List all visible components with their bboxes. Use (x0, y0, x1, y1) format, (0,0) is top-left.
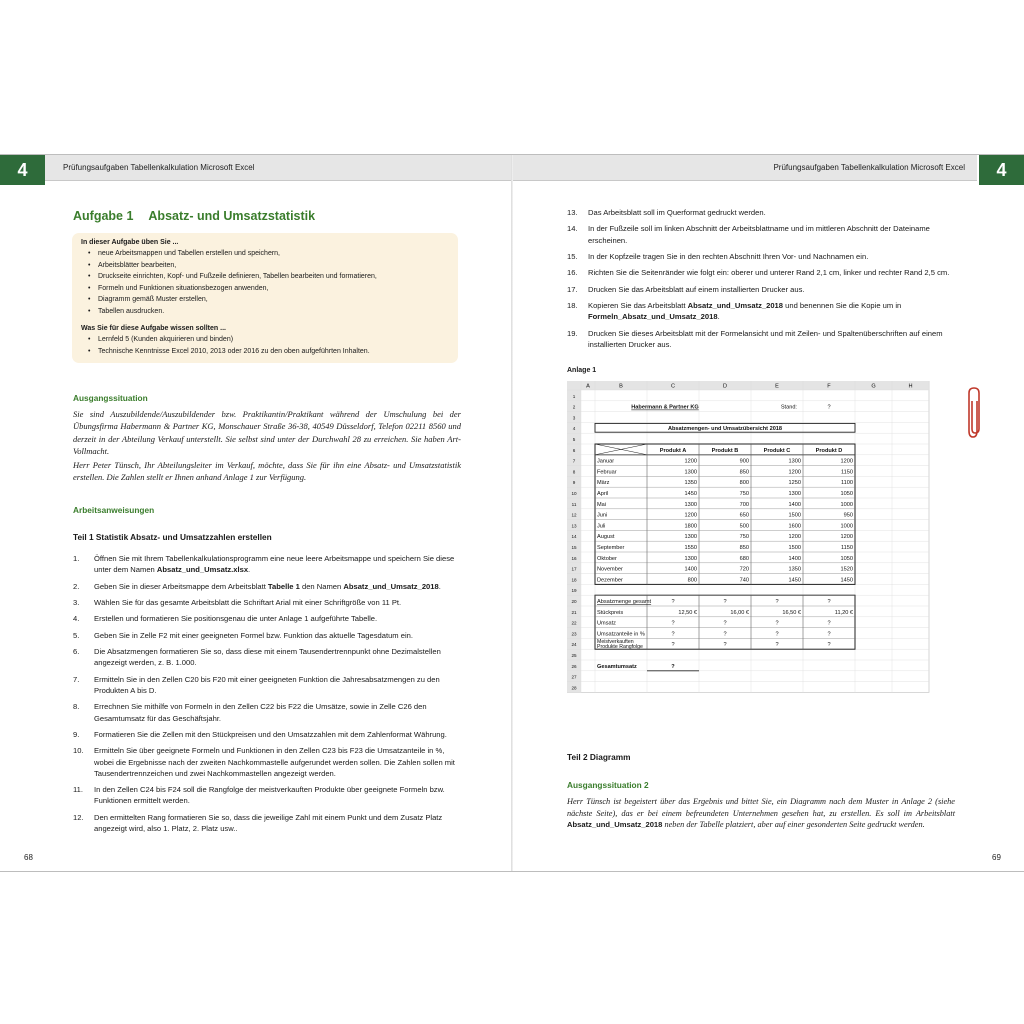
summary-label-line1: Meistverkauften (597, 639, 634, 645)
step-text: Geben Sie in dieser Arbeitsmappe dem Arbeitsblatt (94, 581, 268, 591)
step-text: Erstellen und formatieren Sie positionsgenau die unter Anlage 1 aufgeführte Tabelle. (94, 614, 378, 624)
summary-value: ? (827, 599, 831, 605)
paperclip-icon (966, 385, 982, 441)
sales-value: 1600 (788, 523, 801, 530)
summary-value: ? (671, 631, 675, 638)
step-number: 15. (567, 251, 578, 261)
summary-label: Absatzmenge gesamt (597, 599, 652, 605)
sales-value: 800 (687, 577, 697, 584)
sales-value: 1300 (684, 469, 697, 476)
summary-value: ? (671, 599, 675, 605)
sales-value: 1150 (840, 469, 853, 476)
page-number-right: 69 (992, 853, 1001, 862)
column-header: D (722, 383, 728, 390)
teil2-paragraph (567, 796, 955, 831)
step-item (73, 646, 463, 668)
step-text: Formatieren Sie die Zellen mit den Stückpreisen und den Umsatzzahlen mit dem Zahlenformat Währung. (94, 729, 447, 739)
summary-value: ? (775, 599, 779, 605)
step-text: In der Kopfzeile tragen Sie in den rechten Abschnitt Ihren Vor- und Nachnamen ein. (588, 251, 869, 261)
arbeitsanweisungen-heading: Arbeitsanweisungen (73, 505, 155, 515)
month-label: November (597, 566, 623, 573)
sales-value: 1450 (840, 577, 853, 584)
column-header: F (827, 383, 831, 390)
step-number: 19. (567, 328, 578, 338)
sales-value: 1400 (684, 566, 697, 573)
sales-value: 1200 (840, 534, 853, 541)
summary-value: ? (723, 631, 727, 638)
chapter-tab-right: 4 (979, 155, 1024, 185)
summary-value: ? (827, 642, 831, 649)
row-number: 26 (571, 663, 577, 669)
sales-value: 1350 (684, 480, 697, 487)
step-text: . (717, 312, 720, 322)
row-number: 20 (571, 599, 577, 604)
step-number: 16. (567, 268, 578, 278)
sales-value: 500 (739, 523, 749, 530)
learning-goals-box (72, 233, 458, 363)
row-number: 2 (572, 404, 576, 410)
stand-value: ? (827, 404, 831, 411)
step-text: . (248, 565, 251, 575)
step-number: 1. (73, 554, 80, 563)
page-gutter (511, 155, 513, 871)
sales-value: 1200 (684, 458, 697, 465)
step-number: 13. (567, 208, 578, 217)
company-name: Habermann & Partner KG (631, 404, 699, 411)
learn-list (86, 248, 377, 318)
step-bold-text: Absatz_und_Umsatz.xlsx (156, 565, 249, 575)
page-number-left: 68 (24, 853, 33, 862)
sales-value: 1350 (788, 566, 801, 573)
sales-value: 1800 (684, 523, 697, 530)
step-number: 10. (73, 746, 84, 756)
ausgangssituation-para1: Sie sind Auszubildende/Auszubildender bzw. Praktikantin/Praktikant während der Umschulung bei der Übungsfirma Habermann & Partner KG, Monschauer Straße 36-38, 40549 Düsseldorf, Telefon 02211 8560 und derzeit in der Abteilung Verkauf unterstellt. Sie selbst sind unter der Durchwahl 28 zu erreichen. Sie haben Art-Vollmacht. (73, 409, 461, 457)
step-item (73, 613, 463, 624)
summary-value: ? (775, 631, 779, 638)
step-number: 4. (73, 614, 80, 624)
step-item (567, 207, 957, 218)
summary-value: ? (723, 642, 727, 649)
step-text: Geben Sie in Zelle F2 mit einer geeigneten Formel bzw. Funktion das aktuelle Tagesdatum ein. (94, 630, 413, 640)
summary-label: Stückpreis (597, 609, 624, 616)
sales-value: 680 (739, 555, 749, 562)
step-item (567, 300, 957, 322)
step-item (73, 729, 463, 740)
list-item: • Formeln und Funktionen situationsbezogen anwenden, (86, 283, 377, 295)
row-number: 7 (572, 458, 576, 464)
step-text: Drucken Sie dieses Arbeitsblatt mit der Formelansicht und mit Zeilen- und Spaltenüberschriften auf einem installierten Drucker aus. (588, 328, 943, 349)
step-bold-text: Formeln_Absatz_und_Umsatz_2018 (588, 312, 718, 322)
list-item: • Technische Kenntnisse Excel 2010, 2013 oder 2016 zu den oben aufgeführten Inhalten. (86, 346, 370, 358)
sales-value: 700 (739, 501, 749, 508)
step-text: Öffnen Sie mit Ihrem Tabellenkalkulationsprogramm eine neue leere Arbeitsmappe und speichern Sie diese unter dem Namen (94, 554, 455, 575)
step-bold-text: Absatz_und_Umsatz_2018 (343, 581, 439, 591)
sales-value: 720 (739, 566, 749, 573)
sales-value: 1550 (684, 545, 697, 551)
step-item (73, 745, 463, 779)
teil2-heading: Teil 2 Diagramm (567, 752, 631, 762)
row-number: 27 (571, 674, 577, 680)
row-number: 14 (571, 534, 577, 540)
row-number: 24 (571, 642, 577, 648)
column-header: B (619, 383, 623, 390)
sales-value: 1000 (840, 501, 853, 508)
month-label: Mai (597, 501, 607, 508)
list-item: • Diagramm gemäß Muster erstellen, (86, 294, 377, 306)
steps-list-right (567, 207, 957, 355)
steps-list-left (73, 553, 463, 839)
column-header: E (775, 383, 779, 390)
step-number: 8. (73, 702, 80, 712)
step-item (73, 597, 463, 608)
row-number: 1 (572, 393, 576, 399)
step-text: den Namen (299, 581, 344, 591)
month-label: März (597, 480, 610, 487)
month-label: Juni (597, 512, 608, 519)
step-number: 5. (73, 630, 80, 640)
month-label: Januar (597, 458, 615, 465)
row-number: 15 (571, 545, 577, 550)
month-label: April (597, 491, 609, 497)
product-header: Produkt C (763, 447, 791, 454)
row-number: 10 (571, 491, 577, 496)
product-header: Produkt A (659, 447, 687, 454)
column-header: C (670, 383, 676, 390)
row-number: 9 (572, 480, 576, 486)
sheet-name-bold: Absatz_und_Umsatz_2018 (567, 820, 663, 830)
step-item (567, 328, 957, 350)
sales-value: 900 (739, 458, 749, 465)
row-number: 23 (571, 631, 577, 637)
step-text: Errechnen Sie mithilfe von Formeln in den Zellen C22 bis F22 die Umsätze, sowie in Zelle C26 den Gesamtumsatz für das Geschäftsjahr. (94, 702, 427, 723)
row-number: 16 (571, 555, 577, 561)
step-bold-text: Tabelle 1 (267, 581, 300, 591)
know-list (86, 334, 370, 357)
row-number: 5 (572, 437, 576, 442)
row-number: 11 (571, 501, 577, 507)
step-number: 18. (567, 301, 578, 311)
sales-value: 1300 (684, 501, 697, 508)
ausgangssituation-para2: Herr Peter Tünsch, Ihr Abteilungsleiter im Verkauf, möchte, dass Sie für ihn eine Absatz- und Umsatzstatistik erstellen. Die Zahlen stellt er Ihnen anhand Anlage 1 zur Verfügung. (73, 460, 461, 483)
sales-value: 800 (739, 480, 749, 487)
sales-value: 1100 (840, 480, 853, 487)
step-number: 11. (73, 785, 83, 795)
row-number: 19 (571, 588, 577, 594)
summary-label: Umsatzanteile in % (597, 631, 645, 638)
summary-value: ? (671, 620, 675, 627)
sales-value: 1450 (684, 491, 697, 497)
row-number: 28 (571, 685, 577, 691)
summary-value: ? (723, 599, 727, 605)
step-item (73, 553, 463, 575)
row-number: 6 (572, 447, 576, 453)
step-number: 3. (73, 597, 80, 607)
summary-value: ? (827, 620, 831, 627)
sales-value: 1250 (788, 480, 801, 487)
summary-value: 16,00 € (730, 609, 749, 616)
row-number: 25 (571, 653, 577, 658)
sales-value: 1300 (788, 458, 801, 465)
step-text: In der Fußzeile soll im linken Abschnitt der Arbeitsblattname und im mittleren Abschnitt der Dateiname erscheinen. (588, 224, 930, 245)
sales-value: 1500 (788, 545, 801, 551)
step-item (567, 223, 957, 245)
step-text: Den ermittelten Rang formatieren Sie so, dass die jeweilige Zahl mit einem Punkt und dem Zusatz Platz angezeigt wird, also 1. Platz, 2. Platz usw.. (94, 812, 443, 833)
sales-value: 1200 (788, 534, 801, 541)
sales-value: 1300 (684, 534, 697, 541)
step-text: Wählen Sie für das gesamte Arbeitsblatt die Schriftart Arial mit einer Schriftgröße von 11 Pt. (94, 597, 402, 607)
list-item: • Druckseite einrichten, Kopf- und Fußzeile definieren, Tabellen bearbeiten und formatieren, (86, 271, 377, 283)
row-number: 18 (571, 577, 577, 583)
sales-value: 1520 (840, 566, 853, 573)
summary-value: 12,50 € (678, 609, 697, 616)
step-item (73, 630, 463, 641)
sales-value: 950 (843, 512, 853, 519)
summary-label-line2: Produkte Rangfolge (597, 644, 643, 650)
sales-value: 750 (739, 491, 749, 497)
step-text: Richten Sie die Seitenränder wie folgt ein: oberer und unterer Rand 2,1 cm, linker und rechter Rand 2,5 cm. (588, 268, 950, 278)
step-item (567, 284, 957, 295)
month-label: Dezember (597, 577, 623, 584)
step-text: Kopieren Sie das Arbeitsblatt (588, 301, 688, 311)
step-text: Ermitteln Sie über geeignete Formeln und Funktionen in den Zellen C23 bis F23 die Umsatzanteile in %, wobei die Ergebnisse nach der zweiten Nachkommastelle aufgerundet werden sollen. Die Zahlen sollen mit Tausendertrennzeichen und zwei Nachkommastellen angezeigt werden. (94, 746, 455, 778)
row-number: 22 (571, 620, 577, 626)
list-item: • Lernfeld 5 (Kunden akquirieren und binden) (86, 334, 370, 346)
task-label: Aufgabe 1 (73, 209, 134, 223)
summary-value: ? (723, 620, 727, 627)
column-header: G (871, 383, 876, 390)
ausgangssituation2-heading: Ausgangssituation 2 (567, 780, 649, 790)
step-item (73, 701, 463, 723)
task-title (73, 209, 315, 223)
sales-value: 1050 (840, 555, 853, 562)
sales-value: 1000 (840, 523, 853, 530)
sales-value: 1200 (788, 469, 801, 476)
sales-value: 1400 (788, 555, 801, 562)
row-number: 17 (571, 566, 577, 572)
month-label: Oktober (597, 555, 617, 562)
step-number: 12. (73, 812, 84, 822)
anlage-label: Anlage 1 (567, 367, 597, 374)
list-item: • Tabellen ausdrucken. (86, 306, 377, 318)
sales-value: 1150 (840, 545, 853, 551)
step-item (73, 812, 463, 834)
ausgangssituation-heading: Ausgangssituation (73, 393, 148, 403)
sales-value: 1500 (788, 512, 801, 519)
month-label: September (597, 545, 625, 551)
teil1-heading: Teil 1 Statistik Absatz- und Umsatzzahlen erstellen (73, 532, 272, 542)
sales-value: 1450 (788, 577, 801, 584)
paragraph-text: neben der Tabelle platziert, aber auf einer gesonderten Seite gedruckt werden. (662, 820, 925, 830)
row-number: 21 (571, 609, 577, 615)
product-header: Produkt B (711, 447, 739, 454)
paragraph-text: Herr Tünsch ist begeistert über das Ergebnis und bittet Sie, ein Diagramm nach dem Muster in Anlage 2 (siehe nächste Seite), das er bei einem befreundeten Unternehmen gesehen hat, zu erstellen. Es soll im Arbeitsblatt (567, 797, 955, 818)
learn-title: In dieser Aufgabe üben Sie ... (81, 239, 179, 246)
step-item (567, 251, 957, 262)
month-label: Februar (597, 469, 617, 476)
step-text: Die Absatzmengen formatieren Sie so, dass diese mit einem Tausendertrennpunkt ohne Dezimalstellen angezeigt werden, z. B. 1.000. (94, 647, 441, 668)
step-text: Das Arbeitsblatt soll im Querformat gedruckt werden. (588, 208, 766, 217)
summary-value: ? (775, 620, 779, 627)
task-heading: Absatz- und Umsatzstatistik (148, 209, 316, 223)
step-text: und benennen Sie die Kopie um in (783, 301, 902, 311)
month-label: August (597, 534, 615, 541)
month-label: Juli (597, 523, 606, 530)
sales-value: 1200 (684, 512, 697, 519)
step-number: 7. (73, 674, 80, 684)
spreadsheet-figure (567, 381, 953, 695)
sales-value: 850 (739, 469, 749, 476)
sales-value: 750 (739, 534, 749, 541)
sales-value: 1050 (840, 491, 853, 497)
running-header-left: Prüfungsaufgaben Tabellenkalkulation Microsoft Excel (45, 155, 511, 181)
list-item: • neue Arbeitsmappen und Tabellen erstellen und speichern, (86, 248, 377, 260)
column-header: H (908, 383, 913, 390)
step-text: Ermitteln Sie in den Zellen C20 bis F20 mit einer geeigneten Funktion die Jahresabsatzmengen zu den Produkten A bis D. (94, 674, 440, 695)
chapter-tab-left: 4 (0, 155, 45, 185)
product-header: Produkt D (815, 447, 843, 454)
book-spread (0, 154, 1024, 872)
table-title: Absatzmengen- und Umsatzübersicht 2018 (667, 426, 783, 433)
step-number: 2. (73, 581, 80, 591)
step-number: 17. (567, 284, 578, 294)
sales-value: 1200 (840, 458, 853, 465)
total-label: Gesamtumsatz (597, 663, 637, 670)
row-number: 8 (572, 469, 576, 475)
step-item (73, 784, 463, 806)
step-item (73, 581, 463, 592)
total-value: ? (671, 663, 675, 670)
step-number: 6. (73, 647, 80, 657)
summary-value: 16,50 € (782, 609, 801, 616)
step-text: . (438, 581, 441, 591)
row-number: 12 (571, 512, 577, 518)
step-number: 14. (567, 224, 578, 234)
running-header-right: Prüfungsaufgaben Tabellenkalkulation Microsoft Excel (513, 155, 977, 181)
step-bold-text: Absatz_und_Umsatz_2018 (687, 301, 784, 311)
column-header: A (586, 383, 590, 390)
sales-value: 1300 (684, 555, 697, 562)
summary-value: ? (671, 642, 675, 649)
step-text: Drucken Sie das Arbeitsblatt auf einem installierten Drucker aus. (588, 284, 805, 294)
list-item: • Arbeitsblätter bearbeiten, (86, 260, 377, 272)
row-number: 13 (571, 523, 577, 529)
sales-value: 650 (739, 512, 749, 519)
know-title: Was Sie für diese Aufgabe wissen sollten ... (81, 325, 226, 332)
row-number: 4 (572, 426, 576, 432)
step-number: 9. (73, 729, 80, 739)
sales-value: 850 (739, 545, 749, 551)
summary-value: ? (827, 631, 831, 638)
summary-value: ? (775, 642, 779, 649)
summary-label: Umsatz (597, 620, 616, 627)
step-text: In den Zellen C24 bis F24 soll die Rangfolge der meistverkauften Produkte über geeignete Formeln bzw. Funktionen ermittelt werden. (94, 785, 445, 806)
row-number: 3 (572, 415, 576, 421)
stand-label: Stand: (780, 404, 797, 411)
summary-value: 11,20 € (834, 609, 853, 616)
sales-value: 1400 (788, 501, 801, 508)
sales-value: 1300 (788, 491, 801, 497)
sales-value: 740 (739, 577, 749, 584)
step-item (73, 674, 463, 696)
step-item (567, 267, 957, 278)
